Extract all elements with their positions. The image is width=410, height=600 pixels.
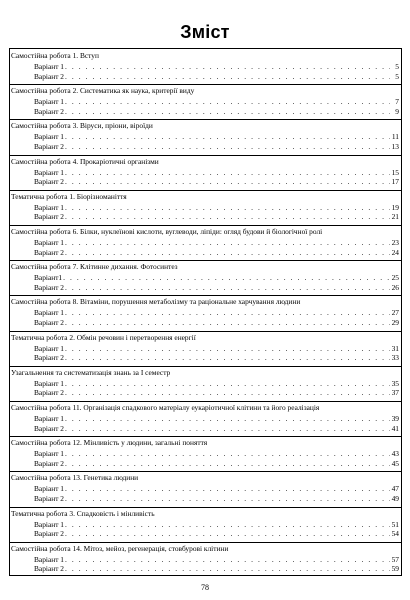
toc-variant-row xyxy=(34,273,399,282)
dot-leader xyxy=(65,459,390,468)
toc-section-title: Самостійна робота 13. Генетика людини xyxy=(11,473,139,483)
toc-section xyxy=(10,295,401,331)
toc-page-number: 39 xyxy=(391,414,399,423)
toc-variant-row xyxy=(34,97,399,106)
toc-variant-row xyxy=(34,494,399,503)
toc-page-number: 47 xyxy=(391,484,399,494)
toc-page-number: 23 xyxy=(391,238,399,247)
toc-variant-label: Варіант 2 xyxy=(34,71,64,81)
toc-section xyxy=(10,155,401,191)
toc-variant-row xyxy=(34,168,399,177)
dot-leader xyxy=(65,564,390,573)
dot-leader xyxy=(65,177,390,186)
toc-page-number: 26 xyxy=(391,282,399,292)
toc-section-title: Самостійна робота 4. Прокаріотичні організми xyxy=(11,156,159,166)
toc-section xyxy=(10,507,401,543)
dot-leader xyxy=(65,212,390,221)
dot-leader xyxy=(65,62,390,71)
toc-variant-row xyxy=(34,424,399,433)
dot-leader xyxy=(65,414,390,423)
toc-variant-label: Варіант 2 xyxy=(34,353,64,363)
dot-leader xyxy=(65,529,390,538)
toc-section xyxy=(10,366,401,402)
toc-variant-label: Варіант 1 xyxy=(34,378,64,388)
dot-leader xyxy=(65,168,390,177)
toc-page-number: 57 xyxy=(391,554,399,564)
dot-leader xyxy=(65,344,390,353)
toc-section-title: Самостійна робота 11. Організація спадкового матеріалу еукаріотичної клітини та його реалізація xyxy=(11,403,320,412)
toc-page-number: 49 xyxy=(391,493,399,503)
dot-leader xyxy=(65,555,390,564)
toc-section xyxy=(10,542,401,577)
page-title: Зміст xyxy=(180,22,230,42)
toc-variant-row xyxy=(34,62,399,71)
toc-variant-label: Варіант 2 xyxy=(34,529,64,539)
dot-leader xyxy=(65,520,390,529)
dot-leader xyxy=(65,388,390,397)
toc-section-title: Узагальнення та систематизація знань за I семестр xyxy=(11,367,171,377)
toc-page-number: 43 xyxy=(391,449,399,459)
toc-section-title: Тематична робота 2. Обмін речовин і перетворення енергії xyxy=(11,332,196,342)
toc-section-title: Самостійна робота 8. Вітаміни, порушення метаболізму та раціональне харчування людини xyxy=(11,297,301,307)
dot-leader xyxy=(65,424,390,433)
toc-variant-label: Варіант 2 xyxy=(34,282,64,292)
toc-section-title: Самостійна робота 7. Клітинне дихання. Фотосинтез xyxy=(11,262,178,272)
toc-page-number: 19 xyxy=(391,202,399,212)
toc-page-number: 54 xyxy=(391,529,399,539)
toc-variant-label: Варіант 1 xyxy=(34,343,64,353)
toc-variant-row xyxy=(34,177,399,186)
toc-section-title: Самостійна робота 3. Віруси, пріони, віроїди xyxy=(11,121,153,131)
toc-variant-row xyxy=(34,212,399,221)
toc-section xyxy=(10,331,401,367)
toc-variant-row xyxy=(34,520,399,529)
toc-section xyxy=(10,84,401,120)
toc-page-number: 5 xyxy=(395,71,399,81)
toc-page-number: 13 xyxy=(391,141,399,151)
toc-page-number: 35 xyxy=(391,378,399,388)
toc-variant-row xyxy=(34,414,399,423)
toc-variant-row xyxy=(34,283,399,292)
toc-page-number: 29 xyxy=(391,317,399,327)
toc-variant-label: Варіант 1 xyxy=(34,414,64,423)
dot-leader xyxy=(63,273,390,282)
toc-page-number: 24 xyxy=(391,247,399,257)
toc-page-number: 31 xyxy=(391,343,399,353)
dot-leader xyxy=(65,379,390,388)
toc-section-title: Тематична робота 3. Спадковість і мінливість xyxy=(11,508,155,518)
toc-page-number: 33 xyxy=(391,353,399,363)
toc-variant-label: Варіант 2 xyxy=(34,141,64,151)
toc-section-title: Самостійна робота 12. Мінливість у людини, загальні поняття xyxy=(11,438,208,448)
toc-page-number: 11 xyxy=(391,132,399,142)
toc-page-number: 7 xyxy=(395,97,399,107)
toc-page-number: 9 xyxy=(395,106,399,116)
toc-variant-row xyxy=(34,308,399,317)
toc-variant-label: Варіант 1 xyxy=(34,308,64,318)
toc-variant-row xyxy=(34,107,399,116)
toc-variant-row xyxy=(34,72,399,81)
toc-section xyxy=(10,225,401,261)
toc-variant-label: Варіант 2 xyxy=(34,106,64,116)
page-number: 78 xyxy=(201,583,209,592)
toc-page-number: 25 xyxy=(391,273,399,283)
toc-page-number: 17 xyxy=(391,177,399,187)
toc-section-title: Самостійна робота 6. Білки, нуклеїнові кислоти, вуглеводи, ліпіди: огляд будови й біологічної ролі xyxy=(11,227,323,236)
dot-leader xyxy=(65,308,390,317)
dot-leader xyxy=(65,72,390,81)
toc-variant-label: Варіант 1 xyxy=(34,238,64,247)
toc-variant-row xyxy=(34,203,399,212)
toc-variant-row xyxy=(34,388,399,397)
toc-variant-label: Варіант 1 xyxy=(34,202,64,212)
toc-variant-label: Варіант 2 xyxy=(34,317,64,327)
toc-variant-label: Варіант 1 xyxy=(34,554,64,564)
dot-leader xyxy=(65,283,390,292)
toc-variant-row xyxy=(34,132,399,141)
toc-section xyxy=(10,471,401,507)
dot-leader xyxy=(65,248,390,257)
toc-variant-label: Варіант 2 xyxy=(34,177,64,187)
toc-section xyxy=(10,401,401,437)
toc-variant-label: Варіант 1 xyxy=(34,97,64,107)
toc-page-number: 37 xyxy=(391,388,399,398)
toc-variant-row xyxy=(34,344,399,353)
toc-variant-row xyxy=(34,555,399,564)
dot-leader xyxy=(65,318,390,327)
dot-leader xyxy=(65,484,390,493)
toc-page-number: 5 xyxy=(395,62,399,71)
toc-section xyxy=(10,190,401,226)
toc-variant-row xyxy=(34,459,399,468)
toc-variant-label: Варіант 2 xyxy=(34,212,64,222)
toc-variant-row xyxy=(34,484,399,493)
dot-leader xyxy=(65,449,390,458)
dot-leader xyxy=(65,132,390,141)
toc-variant-label: Варіант1 xyxy=(34,273,63,283)
toc-page-number: 41 xyxy=(391,423,399,433)
toc-variant-label: Варіант 2 xyxy=(34,564,64,574)
toc-section xyxy=(10,436,401,472)
toc-variant-label: Варіант 2 xyxy=(34,247,64,257)
toc-page-number: 15 xyxy=(391,167,399,177)
toc-variant-label: Варіант 2 xyxy=(34,423,64,433)
toc-section-title: Самостійна робота 14. Мітоз, мейоз, регенерація, стовбурові клітини xyxy=(11,543,229,553)
toc-variant-label: Варіант 2 xyxy=(34,458,64,468)
toc-variant-label: Варіант 1 xyxy=(34,167,64,177)
toc-variant-row xyxy=(34,353,399,362)
table-of-contents xyxy=(9,48,402,576)
toc-page-number: 59 xyxy=(391,564,399,574)
toc-variant-label: Варіант 1 xyxy=(34,484,64,494)
toc-page-number: 27 xyxy=(391,308,399,318)
toc-variant-row xyxy=(34,529,399,538)
dot-leader xyxy=(65,353,390,362)
dot-leader xyxy=(65,107,390,116)
toc-section-title: Самостійна робота 1. Вступ xyxy=(11,51,99,60)
toc-variant-label: Варіант 1 xyxy=(34,519,64,529)
toc-variant-row xyxy=(34,238,399,247)
toc-section-title: Самостійна робота 2. Систематика як наука, критерії виду xyxy=(11,86,195,96)
toc-variant-label: Варіант 1 xyxy=(34,449,64,459)
toc-variant-row xyxy=(34,142,399,151)
toc-variant-row xyxy=(34,564,399,573)
toc-page-number: 21 xyxy=(391,212,399,222)
dot-leader xyxy=(65,142,390,151)
toc-section xyxy=(10,260,401,296)
toc-variant-row xyxy=(34,248,399,257)
toc-variant-row xyxy=(34,379,399,388)
toc-variant-label: Варіант 1 xyxy=(34,132,64,142)
dot-leader xyxy=(65,494,390,503)
toc-page-number: 45 xyxy=(391,458,399,468)
toc-page-number: 51 xyxy=(391,519,399,529)
toc-variant-label: Варіант 2 xyxy=(34,493,64,503)
dot-leader xyxy=(65,203,390,212)
toc-section xyxy=(10,119,401,155)
dot-leader xyxy=(65,238,390,247)
toc-section xyxy=(10,49,401,85)
toc-variant-label: Варіант 1 xyxy=(34,62,64,71)
dot-leader xyxy=(65,97,390,106)
toc-variant-row xyxy=(34,318,399,327)
toc-variant-label: Варіант 2 xyxy=(34,388,64,398)
toc-variant-row xyxy=(34,449,399,458)
toc-section-title: Тематична робота 1. Біорізноманіття xyxy=(11,191,127,201)
